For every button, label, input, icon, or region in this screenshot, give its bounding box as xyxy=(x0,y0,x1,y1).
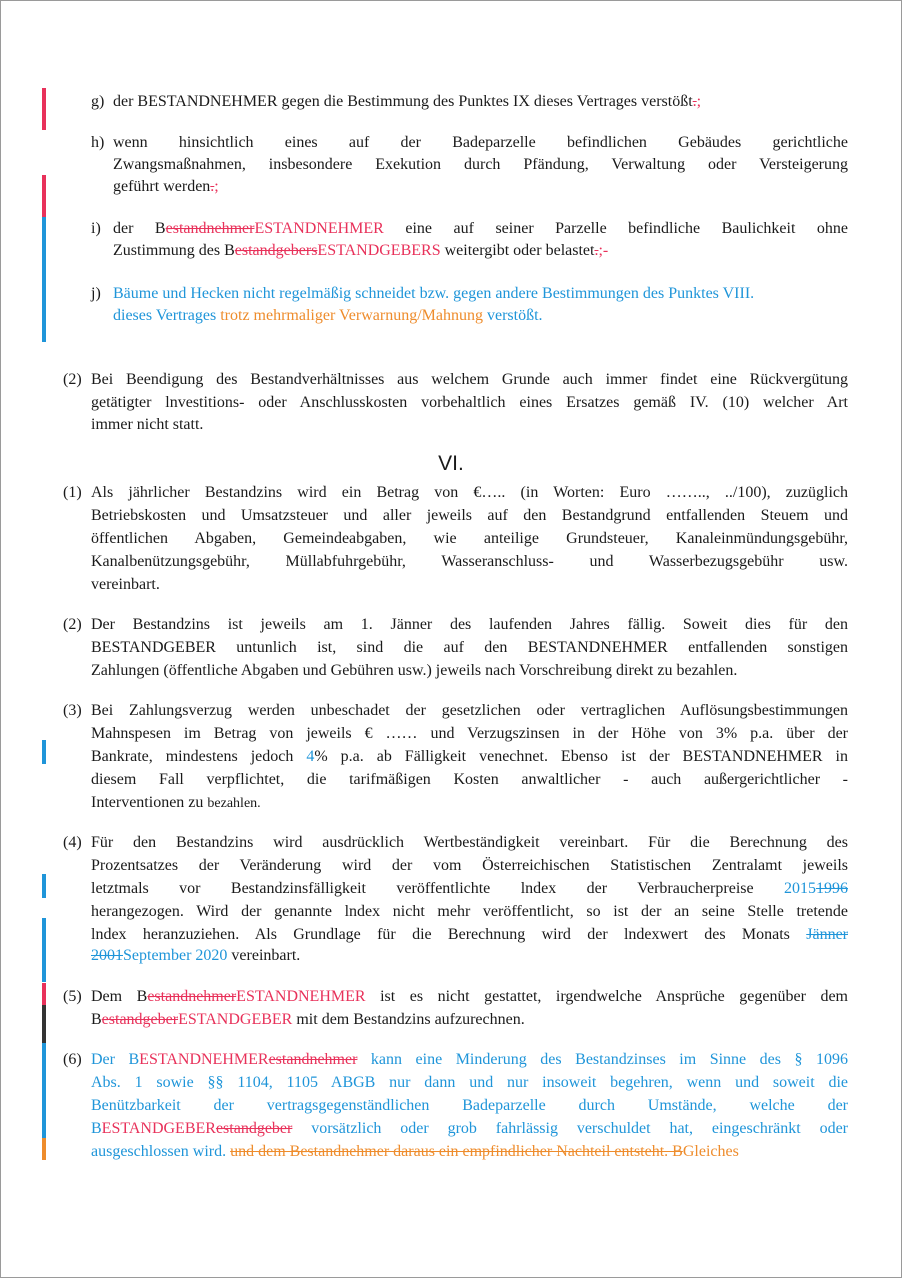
paragraph-line: getätigter lnvestitions- oder Anschlusskosten vorbehaltlich eines Ersatzes gemäß IV. (10) welcher Art xyxy=(91,394,848,411)
deleted-text: 2001 xyxy=(91,947,123,964)
deleted-text: . xyxy=(210,178,215,195)
section-heading: VI. xyxy=(438,452,464,475)
text-run: lndex heranzuziehen. Als Grundlage für die Berechnung wird der lndexwert des Monats xyxy=(91,926,807,943)
paragraph-line: Als jährlicher Bestandzins wird ein Betrag von €….. (in Worten: Euro …….., ../100), zuzüglich xyxy=(91,484,848,501)
text-run: bezahlen. xyxy=(207,796,261,811)
inserted-text: verstößt. xyxy=(482,307,543,324)
list-item-h-line: wenn hinsichtlich eines auf der Badeparzelle befindlichen Gebäudes gerichtliche xyxy=(113,134,848,151)
deleted-text: 1996 xyxy=(816,880,848,897)
inserted-text: 4 xyxy=(306,748,315,765)
paragraph-line: Betriebskosten und Umsatzsteuer und aller jeweils auf den Bestandgrund entfallenden Steuem und xyxy=(91,507,848,524)
paragraph-line: Für den Bestandzins wird ausdrücklich Wertbeständigkeit vereinbart. Für die Berechnung des xyxy=(91,834,848,851)
text-run: letztmals vor Bestandzinsfälligkeit veröffentlichte lndex der Verbraucherpreise xyxy=(91,880,784,897)
paragraph-number: (4) xyxy=(63,834,82,851)
text-run: geführt werden xyxy=(113,178,211,195)
paragraph-number: (5) xyxy=(63,988,82,1005)
paragraph-line: Bei Zahlungsverzug werden unbeschadet der gesetzlichen oder vertraglichen Auflösungsbestimmungen xyxy=(91,702,848,719)
paragraph-line xyxy=(91,747,848,767)
inserted-text: ausgeschlossen wird. xyxy=(91,1143,231,1160)
paragraph-line: Kanalbenützungsgebühr, Müllabfuhrgebühr, Wasseranschluss- und Wasserbezugsgebühr usw. xyxy=(91,553,848,570)
text-run: Bankrate, mindestens jedoch xyxy=(91,748,307,765)
inserted-text: ESTANDNEHMER xyxy=(254,220,384,237)
deleted-text: estandnehmer xyxy=(268,1051,358,1068)
text-run: der B xyxy=(113,220,166,237)
paragraph-line xyxy=(91,946,300,966)
paragraph-line: Der Bestandzins ist jeweils am 1. Jänner des laufenden Jahres fällig. Soweit dies für den xyxy=(91,616,848,633)
deleted-text: estandnehmer xyxy=(165,220,255,237)
inserted-text: vorsätzlich oder grob fahrlässig verschuldet hat, eingeschränkt oder xyxy=(292,1120,848,1137)
paragraph-line: Zahlungen (öffentliche Abgaben und Gebühren usw.) jeweils nach Vorschreibung direkt zu bezahlen. xyxy=(91,662,738,679)
list-item-g xyxy=(113,92,701,112)
paragraph-number: (2) xyxy=(63,616,82,633)
inserted-text: Gleiches xyxy=(682,1143,739,1160)
inserted-text: ; xyxy=(696,93,702,110)
deleted-text: estandgebers xyxy=(234,242,318,259)
paragraph-line: vereinbart. xyxy=(91,576,160,593)
inserted-text: ;- xyxy=(598,242,609,259)
inserted-text: 2015 xyxy=(784,880,816,897)
text-run: der BESTANDNEHMER gegen die Bestimmung des Punktes IX dieses Vertrages verstößt xyxy=(113,93,693,110)
text-run: ist es nicht gestattet, irgendwelche Ansprüche gegenüber dem xyxy=(365,988,849,1005)
paragraph-line xyxy=(91,925,848,945)
deleted-text: . xyxy=(692,93,697,110)
paragraph-line: immer nicht statt. xyxy=(91,416,204,433)
paragraph-line xyxy=(91,1050,848,1070)
paragraph-line: herangezogen. Wird der genannte lndex nicht mehr veröffentlicht, so ist der an seine Stelle tretende xyxy=(91,903,848,920)
paragraph-number: (3) xyxy=(63,702,82,719)
deleted-text: estandgeber xyxy=(101,1011,179,1028)
text-run: Dem B xyxy=(91,988,148,1005)
text-run: vereinbart. xyxy=(227,947,301,964)
text-run: mit dem Bestandzins aufzurechnen. xyxy=(292,1011,525,1028)
paragraph-line: Mahnspesen im Betrag von jeweils € …… und Verzugszinsen in der Höhe von 3% p.a. über der xyxy=(91,725,848,742)
inserted-text: kann eine Minderung des Bestandzinses im Sinne des § 1096 xyxy=(357,1051,848,1068)
text-run: B xyxy=(91,1011,102,1028)
list-marker: h) xyxy=(91,134,105,151)
inserted-text: ESTANDGEBERS xyxy=(317,242,441,259)
text-run: Zustimmung des B xyxy=(113,242,235,259)
deleted-text: estandnehmer xyxy=(147,988,237,1005)
paragraph-line: öffentlichen Abgaben, Gemeindeabgaben, wie anteilige Grundsteuer, Kanaleinmündungsgebühr, xyxy=(91,530,848,547)
inserted-text: September 2020 xyxy=(123,947,228,964)
text-run: weitergibt oder belastet xyxy=(440,242,595,259)
text-run: % p.a. ab Fälligkeit venechnet. Ebenso ist der BESTANDNEHMER in xyxy=(314,748,848,765)
list-marker: j) xyxy=(91,285,101,302)
paragraph-line: BESTANDGEBER untunlich ist, sind die auf den BESTANDNEHMER entfallenden sonstigen xyxy=(91,639,848,656)
inserted-text: ; xyxy=(214,178,219,195)
inserted-text: trotz mehrmaliger Verwarnung/Mahnung xyxy=(220,307,483,324)
text-run: Interventionen zu xyxy=(91,794,208,811)
paragraph-line xyxy=(91,987,848,1007)
list-item-i-line xyxy=(113,219,848,239)
inserted-text: dieses Vertrages xyxy=(113,307,221,324)
inserted-text: ESTANDNEHMER xyxy=(236,988,366,1005)
inserted-text: ESTANDNEHMER xyxy=(139,1051,269,1068)
paragraph-line: Abs. 1 sowie §§ 1104, 1105 ABGB nur dann und nur insoweit begehren, wenn und soweit die xyxy=(91,1074,848,1091)
paragraph-line: Prozentsatzes der Veränderung wird der vom Österreichischen Statistischen Zentralamt jeweils xyxy=(91,857,848,874)
inserted-text: ESTANDGEBER xyxy=(101,1120,216,1137)
paragraph-line xyxy=(91,1119,848,1139)
paragraph-line: Benützbarkeit der vertragsgegenständlichen Badeparzelle durch Umstände, welche der xyxy=(91,1097,848,1114)
paragraph-line: Bei Beendigung des Bestandverhältnisses aus welchem Grunde auch immer findet eine Rückvergütung xyxy=(91,371,848,388)
inserted-text: Der B xyxy=(91,1051,140,1068)
list-marker: g) xyxy=(91,93,105,110)
deleted-text: estandgeber xyxy=(215,1120,293,1137)
deleted-text: und dem Bestandnehmer daraus ein empfindlicher Nachteil entsteht. B xyxy=(230,1143,683,1160)
list-marker: i) xyxy=(91,220,101,237)
paragraph-number: (6) xyxy=(63,1051,82,1068)
deleted-text: Jänner xyxy=(806,926,848,943)
paragraph-number: (2) xyxy=(63,371,82,388)
list-item-h-line xyxy=(113,177,219,197)
text-run: eine auf seiner Parzelle befindliche Baulichkeit ohne xyxy=(383,220,848,237)
paragraph-line: diesem Fall verpflichtet, die tarifmäßigen Kosten anwaltlicher - auch außergerichtlicher - xyxy=(91,771,848,788)
list-item-h-line: Zwangsmaßnahmen, insbesondere Exekution durch Pfändung, Verwaltung oder Versteigerung xyxy=(113,156,848,173)
paragraph-line xyxy=(91,1010,525,1030)
paragraph-line xyxy=(91,793,261,813)
list-item-i-line xyxy=(113,241,608,261)
list-item-j-line: Bäume und Hecken nicht regelmäßig schneidet bzw. gegen andere Bestimmungen des Punktes VIII. xyxy=(113,285,755,302)
paragraph-number: (1) xyxy=(63,484,82,501)
inserted-text: B xyxy=(91,1120,102,1137)
paragraph-line xyxy=(91,879,848,899)
list-item-j-line xyxy=(113,306,543,326)
deleted-text: . xyxy=(594,242,599,259)
paragraph-line xyxy=(91,1142,739,1162)
inserted-text: ESTANDGEBER xyxy=(178,1011,293,1028)
